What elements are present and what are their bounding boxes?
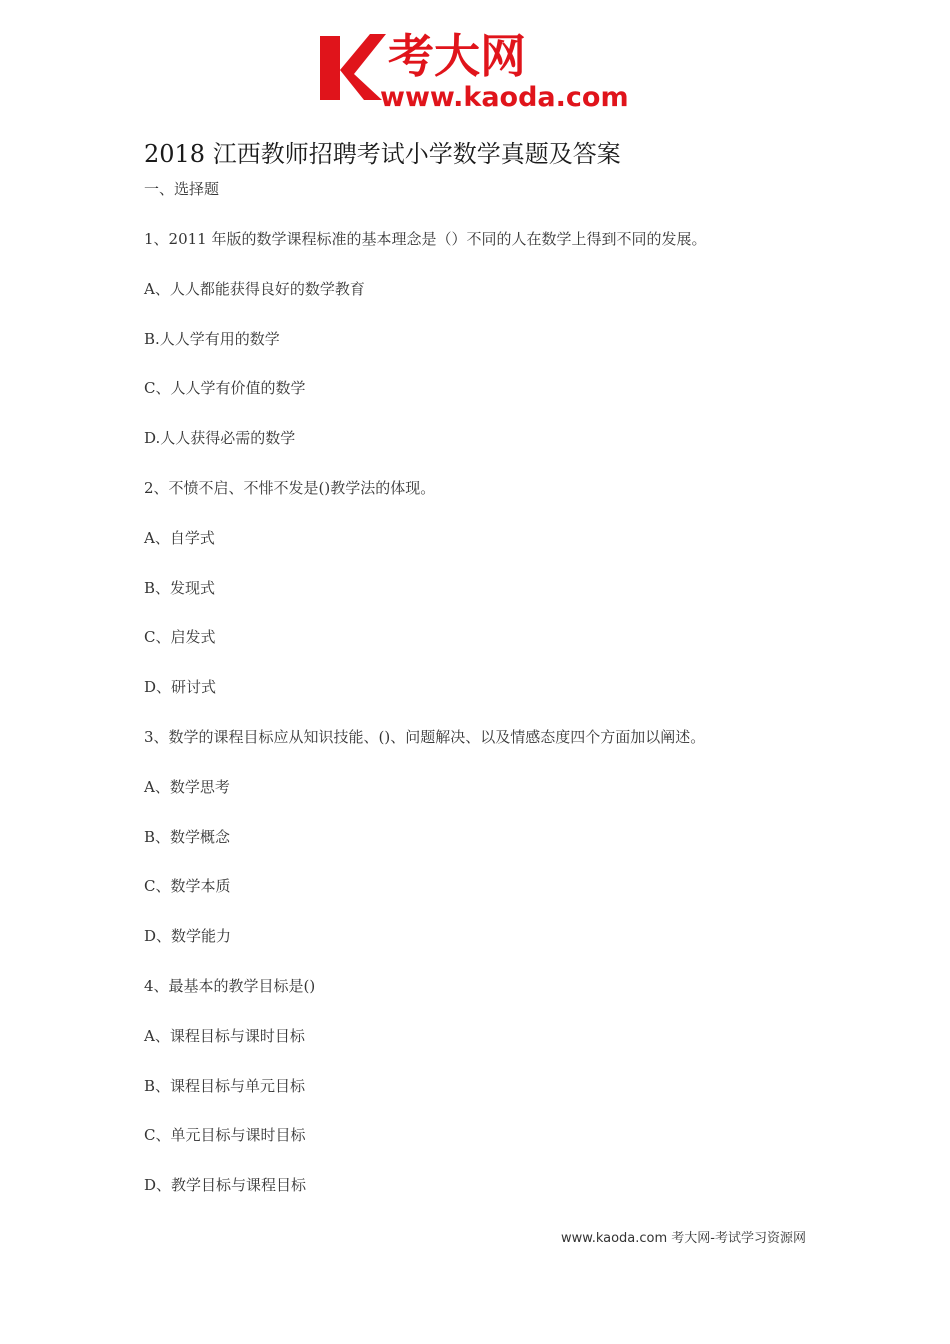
page-footer: www.kaoda.com 考大网-考试学习资源网 — [561, 1231, 806, 1246]
brand-url: www.kaoda.com — [380, 82, 629, 110]
q1-option-c: C、人人学有价值的数学 — [144, 379, 306, 397]
q3-option-b: B、数学概念 — [144, 828, 231, 846]
k-mark-stem — [320, 36, 340, 100]
q3-option-d: D、数学能力 — [144, 927, 232, 945]
q2-option-a: A、自学式 — [144, 529, 215, 547]
q2-option-d: D、研讨式 — [144, 678, 217, 696]
q3-option-c: C、数学本质 — [144, 877, 231, 895]
q4-option-c: C、单元目标与课时目标 — [144, 1126, 306, 1144]
q4-option-b: B、课程目标与单元目标 — [144, 1077, 306, 1095]
question-4: 4、最基本的教学目标是() — [144, 977, 316, 995]
q2-option-b: B、发现式 — [144, 579, 216, 597]
q2-option-c: C、启发式 — [144, 628, 216, 646]
brand-cn: 考大网 — [388, 29, 526, 83]
question-2: 2、不愤不启、不悱不发是()教学法的体现。 — [144, 479, 436, 497]
q1-option-b: B.人人学有用的数学 — [144, 330, 280, 348]
kaoda-logo — [318, 26, 638, 110]
section-heading: 一、选择题 — [144, 180, 220, 198]
question-1: 1、2011 年版的数学课程标准的基本理念是（）不同的人在数学上得到不同的发展。 — [144, 230, 707, 248]
q4-option-d: D、教学目标与课程目标 — [144, 1176, 307, 1194]
q3-option-a: A、数学思考 — [144, 778, 230, 796]
q4-option-a: A、课程目标与课时目标 — [144, 1027, 305, 1045]
q1-option-d: D.人人获得必需的数学 — [144, 429, 296, 447]
q1-option-a: A、人人都能获得良好的数学教育 — [144, 280, 365, 298]
document-title: 2018 江西教师招聘考试小学数学真题及答案 — [144, 140, 621, 168]
question-3: 3、数学的课程目标应从知识技能、()、问题解决、以及情感态度四个方面加以阐述。 — [144, 728, 706, 746]
